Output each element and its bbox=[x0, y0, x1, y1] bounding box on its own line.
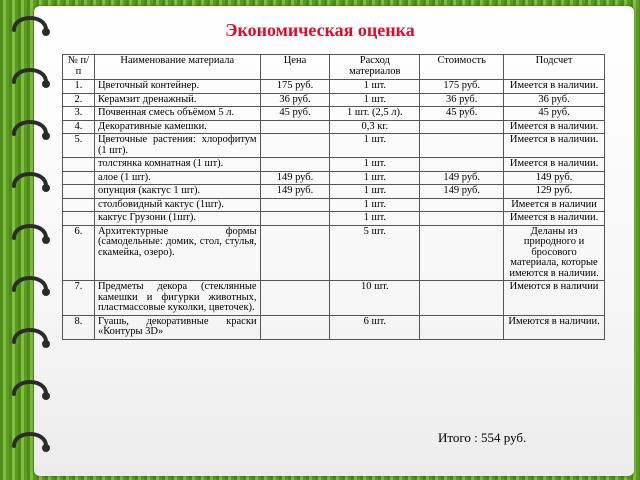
table-cell-calc: Имеется в наличии. bbox=[504, 80, 605, 94]
table-cell-cost bbox=[420, 158, 504, 172]
table-cell-qty: 1 шт. bbox=[330, 212, 420, 226]
spiral-ring-icon bbox=[14, 330, 46, 342]
column-header: Расход материалов bbox=[330, 55, 420, 80]
table-row bbox=[63, 80, 605, 94]
spiral-ring-icon bbox=[14, 434, 46, 446]
table-cell-qty: 5 шт. bbox=[330, 225, 420, 281]
spiral-ring-icon bbox=[14, 70, 46, 82]
column-header: Подсчет bbox=[504, 55, 605, 80]
table-row bbox=[63, 107, 605, 121]
spiral-ring-icon bbox=[14, 122, 46, 134]
table-cell-cost: 45 руб. bbox=[420, 107, 504, 121]
table-cell-name: Декоративные камешки. bbox=[94, 120, 260, 134]
table-cell-name: опунция (кактус 1 шт). bbox=[94, 185, 260, 199]
economic-table bbox=[62, 54, 605, 340]
table-row bbox=[63, 134, 605, 158]
table-cell-qty: 1 шт. bbox=[330, 134, 420, 158]
table-cell-n bbox=[63, 185, 95, 199]
table-cell-qty: 1 шт. bbox=[330, 80, 420, 94]
table-row bbox=[63, 185, 605, 199]
column-header: Стоимость bbox=[420, 55, 504, 80]
table-row bbox=[63, 225, 605, 281]
page-title: Экономическая оценка bbox=[225, 20, 415, 40]
table-cell-n bbox=[63, 171, 95, 185]
table-cell-calc: Имеется в наличии bbox=[504, 198, 605, 212]
table-cell-name: Цветочный контейнер. bbox=[94, 80, 260, 94]
table-cell-qty: 6 шт. bbox=[330, 315, 420, 339]
table-cell-name: кактус Грузони (1шт). bbox=[94, 212, 260, 226]
table-cell-name: Архитектурные формы (самодельные: домик, стол, стулья, скамейка, озеро). bbox=[94, 225, 260, 281]
table-cell-cost bbox=[420, 134, 504, 158]
table-cell-n: 3. bbox=[63, 107, 95, 121]
table-cell-qty: 1 шт. bbox=[330, 93, 420, 107]
table-cell-qty: 10 шт. bbox=[330, 281, 420, 316]
table-row bbox=[63, 315, 605, 339]
table-cell-cost bbox=[420, 120, 504, 134]
table-cell-n: 8. bbox=[63, 315, 95, 339]
column-header: Цена bbox=[260, 55, 330, 80]
table-cell-name: Гуашь, декоративные краски «Контуры 3D» bbox=[94, 315, 260, 339]
table-cell-n: 5. bbox=[63, 134, 95, 158]
table-cell-calc: Имеется в наличии. bbox=[504, 212, 605, 226]
table-cell-qty: 1 шт. (2,5 л). bbox=[330, 107, 420, 121]
table-cell-calc: 129 руб. bbox=[504, 185, 605, 199]
table-cell-price: 45 руб. bbox=[260, 107, 330, 121]
spiral-ring-icon bbox=[14, 382, 46, 394]
table-cell-n: 7. bbox=[63, 281, 95, 316]
table-cell-name: толстянка комнатная (1 шт). bbox=[94, 158, 260, 172]
spiral-ring-icon bbox=[14, 278, 46, 290]
table-cell-name: Цветочные растения: хлорофитум (1 шт). bbox=[94, 134, 260, 158]
table-cell-n bbox=[63, 158, 95, 172]
table-cell-calc: 36 руб. bbox=[504, 93, 605, 107]
table-cell-calc: Имеется в наличии. bbox=[504, 158, 605, 172]
table-cell-qty: 1 шт. bbox=[330, 171, 420, 185]
table-cell-n bbox=[63, 198, 95, 212]
table-cell-price: 149 руб. bbox=[260, 185, 330, 199]
table-cell-price bbox=[260, 158, 330, 172]
table-cell-calc: 45 руб. bbox=[504, 107, 605, 121]
table-cell-cost: 175 руб. bbox=[420, 80, 504, 94]
table-cell-cost bbox=[420, 281, 504, 316]
table-cell-cost bbox=[420, 225, 504, 281]
table-cell-cost bbox=[420, 212, 504, 226]
table-cell-qty: 1 шт. bbox=[330, 158, 420, 172]
table-cell-name: алое (1 шт). bbox=[94, 171, 260, 185]
table-cell-calc: 149 руб. bbox=[504, 171, 605, 185]
table-cell-price bbox=[260, 281, 330, 316]
table-cell-calc: Имеются в наличии bbox=[504, 281, 605, 316]
table-cell-calc: Имеется в наличии. bbox=[504, 120, 605, 134]
table-row bbox=[63, 120, 605, 134]
table-cell-price bbox=[260, 225, 330, 281]
table-cell-name: столбовидный кактус (1шт). bbox=[94, 198, 260, 212]
table-cell-n: 6. bbox=[63, 225, 95, 281]
spiral-binding bbox=[4, 0, 54, 480]
table-cell-cost bbox=[420, 315, 504, 339]
table-cell-cost: 149 руб. bbox=[420, 185, 504, 199]
total-sum: Итого : 554 руб. bbox=[438, 430, 527, 445]
table-cell-price bbox=[260, 120, 330, 134]
table-row bbox=[63, 281, 605, 316]
table-cell-price bbox=[260, 315, 330, 339]
table-cell-calc: Имеется в наличии. bbox=[504, 134, 605, 158]
table-cell-name: Керамзит дренажный. bbox=[94, 93, 260, 107]
table-cell-price: 175 руб. bbox=[260, 80, 330, 94]
table-row bbox=[63, 93, 605, 107]
table-cell-n: 1. bbox=[63, 80, 95, 94]
table-cell-price bbox=[260, 212, 330, 226]
table-row bbox=[63, 198, 605, 212]
table-cell-calc: Деланы из природного и бросового материала, которые имеются в наличии. bbox=[504, 225, 605, 281]
table-cell-price bbox=[260, 198, 330, 212]
table-cell-qty: 1 шт. bbox=[330, 198, 420, 212]
table-cell-cost: 36 руб. bbox=[420, 93, 504, 107]
spiral-ring-icon bbox=[14, 174, 46, 186]
table-cell-qty: 1 шт. bbox=[330, 185, 420, 199]
table-cell-n: 4. bbox=[63, 120, 95, 134]
column-header: № п/п bbox=[63, 55, 95, 80]
table-cell-n: 2. bbox=[63, 93, 95, 107]
table-cell-price: 149 руб. bbox=[260, 171, 330, 185]
table-cell-name: Почвенная смесь объёмом 5 л. bbox=[94, 107, 260, 121]
table-cell-calc: Имеются в наличии. bbox=[504, 315, 605, 339]
table-cell-cost: 149 руб. bbox=[420, 171, 504, 185]
table-row bbox=[63, 212, 605, 226]
table-row bbox=[63, 171, 605, 185]
column-header: Наименование материала bbox=[94, 55, 260, 80]
table-cell-price: 36 руб. bbox=[260, 93, 330, 107]
table-cell-name: Предметы декора (стеклянные камешки и фигурки животных, пластмассовые куколки, цветочек). bbox=[94, 281, 260, 316]
table-header-row bbox=[63, 55, 605, 80]
table-cell-n bbox=[63, 212, 95, 226]
table-cell-price bbox=[260, 134, 330, 158]
spiral-ring-icon bbox=[14, 226, 46, 238]
table-row bbox=[63, 158, 605, 172]
table-cell-cost bbox=[420, 198, 504, 212]
table-cell-qty: 0,3 кг. bbox=[330, 120, 420, 134]
